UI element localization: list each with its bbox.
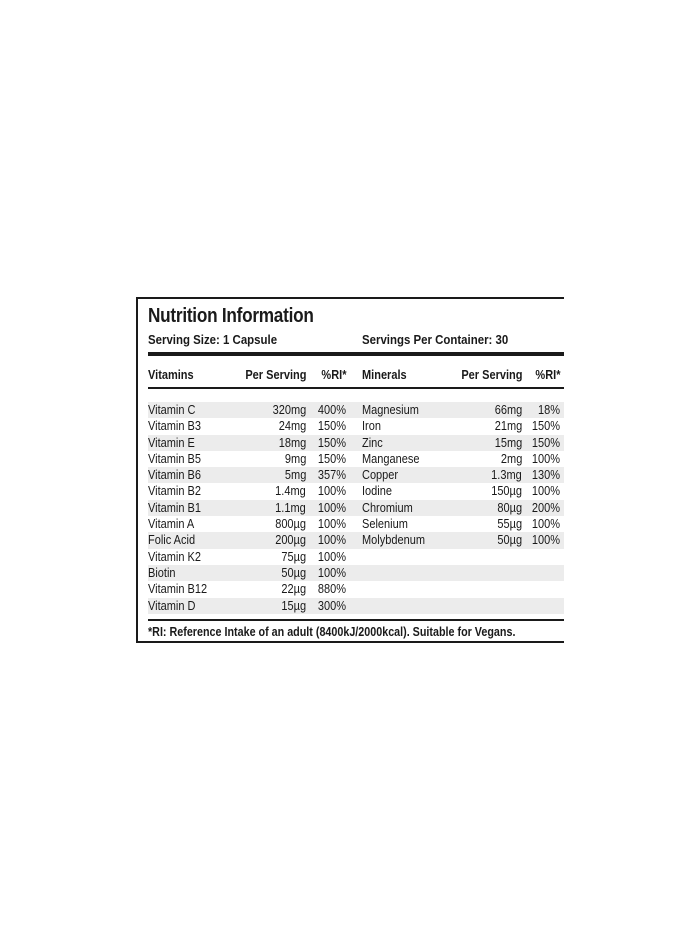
vitamin-name: Vitamin B5 [148,451,201,466]
nutrition-information-panel [136,297,564,643]
vitamin-amount: 50µg [281,565,306,580]
vitamin-amount: 15µg [281,598,306,613]
mineral-amount: 1.3mg [491,468,522,483]
vitamin-amount: 22µg [281,582,306,597]
header-vitamins: Vitamins [148,368,194,382]
mineral-ri: 200% [531,500,560,515]
mineral-amount: 21mg [494,419,522,434]
vitamin-ri: 150% [317,435,346,450]
mineral-ri: 150% [531,435,560,450]
mineral-ri: 150% [531,419,560,434]
footer-rule [148,619,564,621]
vitamin-ri: 100% [317,565,346,580]
vitamin-ri: 100% [317,517,346,532]
mineral-name: Iodine [362,484,392,499]
table-row [148,483,564,499]
mineral-amount: 15mg [494,435,522,450]
header-per-serving-vitamins: Per Serving [244,368,306,382]
mineral-amount: 66mg [494,403,522,417]
table-row [148,516,564,532]
vitamin-amount: 75µg [281,549,306,564]
mineral-amount: 80µg [497,500,522,515]
vitamin-amount: 320mg [272,403,306,417]
table-row [148,418,564,434]
table-row [148,435,564,451]
vitamin-ri: 100% [317,500,346,515]
servings-per-container: Servings Per Container: 30 [362,332,509,347]
mineral-ri: 100% [531,517,560,532]
vitamin-name: Vitamin D [148,598,196,613]
vitamin-ri: 100% [317,549,346,564]
header-ri-vitamins: %RI* [320,368,346,382]
mineral-name: Molybdenum [362,533,425,548]
vitamin-amount: 1.4mg [275,484,306,499]
vitamin-ri: 880% [317,582,346,597]
mineral-amount: 2mg [500,451,522,466]
table-row [148,500,564,516]
footnote: *RI: Reference Intake of an adult (8400kJ/2000kcal). Suitable for Vegans. [148,625,516,639]
mineral-ri: 100% [531,533,560,548]
panel-title: Nutrition Information [148,305,314,327]
mineral-ri: 100% [531,484,560,499]
vitamin-amount: 800µg [275,517,306,532]
vitamin-ri: 100% [317,533,346,548]
mineral-name: Manganese [362,451,420,466]
vitamin-ri: 357% [317,468,346,483]
vitamin-amount: 18mg [278,435,306,450]
table-row [148,549,564,565]
vitamin-name: Vitamin B12 [148,582,208,597]
table-row [148,402,564,418]
vitamin-name: Vitamin B6 [148,468,201,483]
mineral-ri: 18% [537,403,560,417]
table-row [148,532,564,548]
header-per-serving-minerals: Per Serving [460,368,522,382]
header-ri-minerals: %RI* [534,368,560,382]
mineral-name: Copper [362,468,399,483]
vitamin-ri: 400% [317,403,346,417]
vitamin-name: Vitamin E [148,435,195,450]
table-row [148,598,564,614]
vitamin-name: Biotin [148,565,176,580]
vitamin-name: Vitamin B1 [148,500,201,515]
vitamin-name: Vitamin B3 [148,419,201,434]
vitamin-ri: 300% [317,598,346,613]
vitamin-amount: 24mg [278,419,306,434]
mineral-amount: 50µg [497,533,522,548]
vitamin-ri: 150% [317,419,346,434]
mineral-name: Zinc [362,435,383,450]
vitamin-amount: 200µg [275,533,306,548]
header-minerals: Minerals [362,368,407,382]
table-row [148,565,564,581]
mineral-amount: 150µg [491,484,522,499]
table-row [148,451,564,467]
mineral-amount: 55µg [497,517,522,532]
vitamin-ri: 100% [317,484,346,499]
mineral-ri: 130% [531,468,560,483]
vitamin-name: Folic Acid [148,533,196,548]
nutrient-table [148,402,564,614]
vitamin-name: Vitamin B2 [148,484,201,499]
mineral-ri: 100% [531,451,560,466]
table-row [148,467,564,483]
vitamin-name: Vitamin C [148,403,196,417]
vitamin-ri: 150% [317,451,346,466]
serving-size: Serving Size: 1 Capsule [148,332,278,347]
vitamin-amount: 9mg [284,451,306,466]
header-thick-rule [148,352,564,356]
vitamin-amount: 5mg [284,468,306,483]
vitamin-name: Vitamin A [148,517,195,532]
table-row [148,581,564,597]
vitamin-amount: 1.1mg [275,500,306,515]
mineral-name: Selenium [362,517,408,532]
mineral-name: Chromium [362,500,413,515]
mineral-name: Iron [362,419,381,434]
header-thin-rule [148,387,564,389]
mineral-name: Magnesium [362,403,419,417]
vitamin-name: Vitamin K2 [148,549,201,564]
